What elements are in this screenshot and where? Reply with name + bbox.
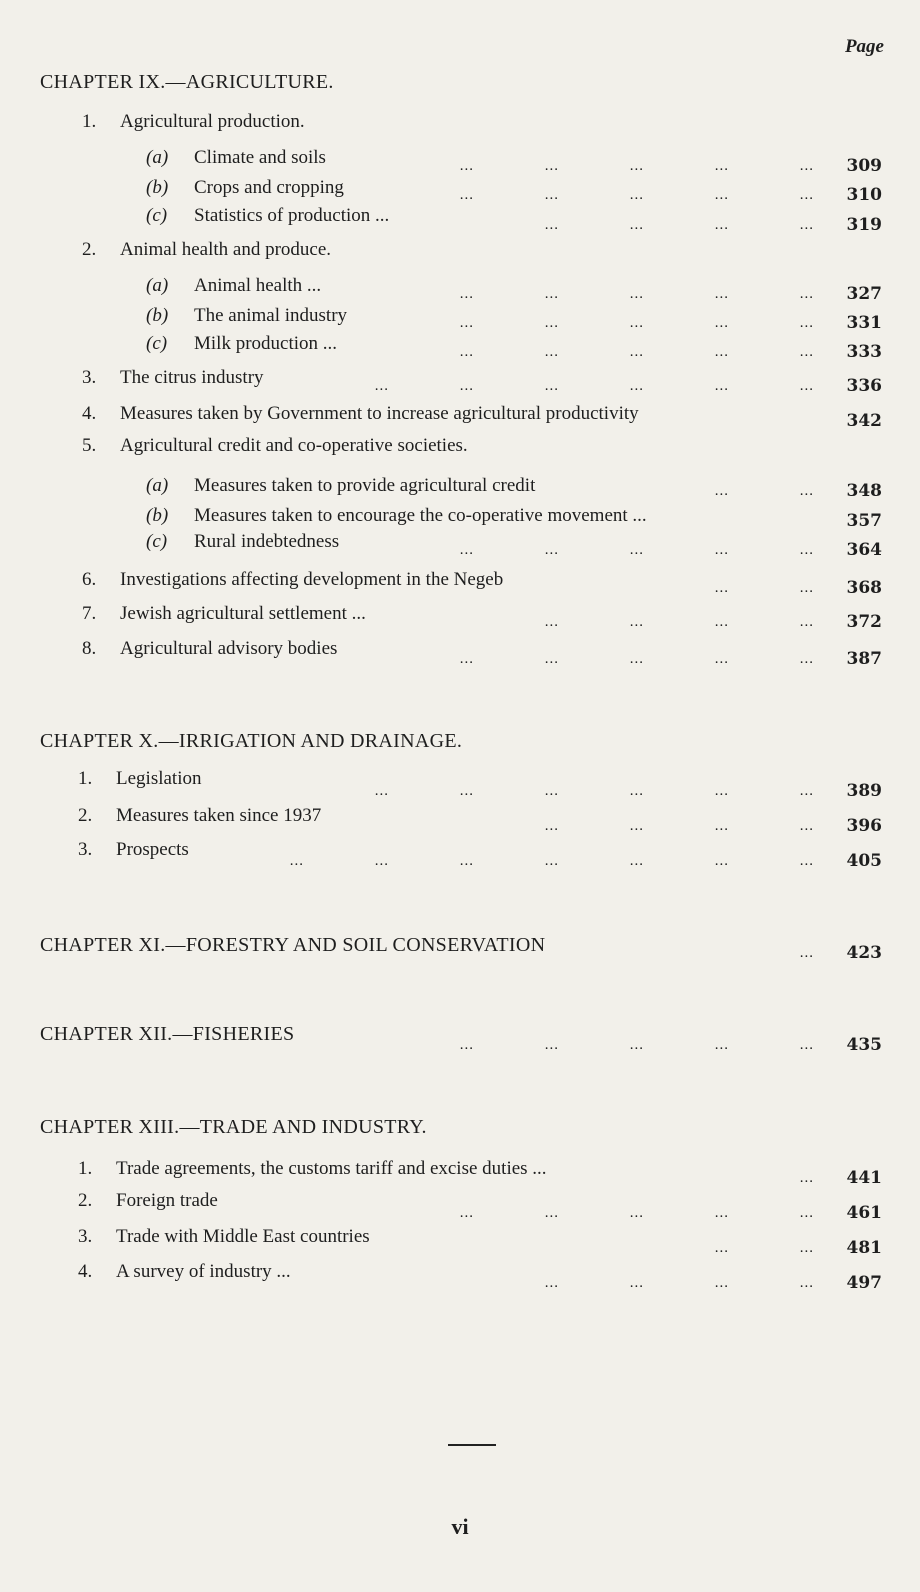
subentry-title: Crops and cropping	[194, 177, 344, 198]
leader-dots: ... ... ... ...	[544, 614, 814, 630]
chapter-heading	[0, 1115, 920, 1139]
entry-number: 6.	[82, 569, 97, 590]
toc-entry	[0, 110, 920, 134]
leader-dots: ... ... ... ... ... ...	[374, 378, 814, 394]
toc-entry	[0, 804, 920, 836]
toc-subentry	[0, 304, 920, 333]
entry-number: 2.	[78, 1190, 93, 1211]
toc-subentry	[0, 274, 920, 304]
page-ref: 497	[846, 1273, 882, 1293]
divider-rule	[448, 1444, 496, 1446]
page-ref: 336	[846, 376, 882, 396]
entry-title: A survey of industry ...	[116, 1261, 291, 1282]
entry-title: Foreign trade	[116, 1190, 218, 1211]
toc-entry	[0, 568, 920, 598]
entry-number: 3.	[78, 1226, 93, 1247]
page-ref: 441	[846, 1168, 882, 1188]
entry-number: 2.	[78, 805, 93, 826]
leader-dots: ... ... ... ... ...	[459, 158, 814, 174]
page-ref: 310	[846, 185, 882, 205]
toc-entry	[0, 402, 920, 431]
chapter-heading	[0, 70, 920, 94]
toc-entry	[0, 602, 920, 632]
entry-title: Investigations affecting development in the Negeb	[120, 569, 504, 590]
toc-subentry	[0, 176, 920, 205]
subentry-label: (c)	[146, 205, 168, 226]
leader-dots: ... ... ... ... ...	[459, 315, 814, 331]
chapter-heading	[0, 933, 920, 963]
entry-number: 3.	[78, 839, 93, 860]
entry-title: Legislation	[116, 768, 202, 789]
page-ref: 333	[846, 342, 882, 362]
subentry-label: (b)	[146, 305, 169, 326]
entry-title: Trade with Middle East countries	[116, 1226, 370, 1247]
page-ref: 435	[846, 1035, 882, 1055]
subentry-title: Animal health ...	[194, 275, 322, 296]
entry-number: 2.	[82, 239, 97, 260]
page-ref: 461	[846, 1203, 882, 1223]
leader-dots: ... ... ... ... ... ... ...	[289, 853, 814, 869]
entry-title: Animal health and produce.	[120, 239, 332, 260]
leader-dots: ... ...	[714, 1240, 814, 1256]
subentry-title: Measures taken to encourage the co-operative movement ...	[194, 505, 647, 526]
entry-title: The citrus industry	[120, 367, 264, 388]
entry-title: Measures taken since 1937	[116, 805, 322, 826]
page-ref: 364	[846, 540, 882, 560]
leader-dots: ... ... ... ... ...	[459, 344, 814, 360]
leader-dots: ... ... ... ... ...	[459, 651, 814, 667]
chapter-title: CHAPTER XIII.—TRADE AND INDUSTRY.	[40, 1116, 427, 1138]
page-ref: 396	[846, 816, 882, 836]
leader-dots: ... ... ... ...	[544, 217, 814, 233]
leader-dots: ... ... ... ... ...	[459, 286, 814, 302]
toc-subentry	[0, 504, 920, 531]
entry-number: 1.	[78, 1158, 93, 1179]
toc-entry	[0, 1157, 920, 1188]
page-ref: 405	[846, 851, 882, 871]
page-ref: 348	[846, 481, 882, 501]
toc-entry	[0, 366, 920, 396]
leader-dots: ... ... ... ... ...	[459, 187, 814, 203]
toc-entry	[0, 1189, 920, 1223]
subentry-title: Measures taken to provide agricultural credit	[194, 475, 536, 496]
toc-entry	[0, 434, 920, 458]
page-ref: 319	[846, 215, 882, 235]
page-ref: 309	[846, 156, 882, 176]
entry-title: Agricultural production.	[120, 111, 305, 132]
entry-number: 1.	[78, 768, 93, 789]
leader-dots: ... ... ... ... ...	[459, 542, 814, 558]
entry-number: 5.	[82, 435, 97, 456]
entry-title: Measures taken by Government to increase agricultural productivity	[120, 403, 639, 424]
page-ref: 389	[846, 781, 882, 801]
chapter-title: CHAPTER XI.—FORESTRY AND SOIL CONSERVATION	[40, 934, 546, 956]
chapter-title: CHAPTER X.—IRRIGATION AND DRAINAGE.	[40, 730, 463, 752]
entry-number: 4.	[82, 403, 97, 424]
entry-number: 3.	[82, 367, 97, 388]
chapter-heading	[0, 1022, 920, 1055]
subentry-label: (a)	[146, 275, 169, 296]
entry-number: 8.	[82, 638, 97, 659]
subentry-label: (b)	[146, 177, 169, 198]
entry-number: 4.	[78, 1261, 93, 1282]
leader-dots: ... ... ... ...	[544, 818, 814, 834]
toc-subentry	[0, 530, 920, 560]
subentry-title: Rural indebtedness	[194, 531, 340, 552]
entry-title: Prospects	[116, 839, 189, 860]
page-ref: 331	[846, 313, 882, 333]
chapter-heading	[0, 729, 920, 753]
page-ref: 481	[846, 1238, 882, 1258]
subentry-title: The animal industry	[194, 305, 348, 326]
leader-dots: ... ... ... ... ... ...	[374, 783, 814, 799]
toc-entry	[0, 637, 920, 669]
page-ref: 387	[846, 649, 882, 669]
entry-title: Agricultural credit and co-operative societies.	[120, 435, 468, 456]
entry-number: 1.	[82, 111, 97, 132]
subentry-title: Statistics of production ...	[194, 205, 390, 226]
toc-subentry	[0, 204, 920, 235]
leader-dots: ... ... ... ... ...	[459, 1037, 814, 1053]
subentry-title: Milk production ...	[194, 333, 338, 354]
entry-number: 7.	[82, 603, 97, 624]
leader-dots: ... ... ... ...	[544, 1275, 814, 1291]
page-number: vi	[451, 1514, 469, 1539]
entry-title: Jewish agricultural settlement ...	[120, 603, 366, 624]
leader-dots: ...	[799, 945, 814, 961]
chapter-title: CHAPTER XII.—FISHERIES	[40, 1023, 295, 1045]
leader-dots: ...	[799, 1170, 814, 1186]
toc-entry	[0, 1225, 920, 1258]
entry-title: Trade agreements, the customs tariff and excise duties ...	[116, 1158, 547, 1179]
toc-entry	[0, 238, 920, 262]
leader-dots: ... ...	[714, 483, 814, 499]
subentry-label: (c)	[146, 333, 168, 354]
subentry-label: (b)	[146, 505, 169, 526]
subentry-label: (c)	[146, 531, 168, 552]
toc-entry	[0, 1260, 920, 1293]
toc-subentry	[0, 474, 920, 501]
page-ref: 372	[846, 612, 882, 632]
toc-entry	[0, 838, 920, 871]
page-ref: 357	[846, 511, 882, 531]
page-column-header: Page	[844, 36, 884, 57]
leader-dots: ... ... ... ... ...	[459, 1205, 814, 1221]
entry-title: Agricultural advisory bodies	[120, 638, 338, 659]
subentry-title: Climate and soils	[194, 147, 326, 168]
toc-subentry	[0, 332, 920, 362]
leader-dots: ... ...	[714, 580, 814, 596]
toc-subentry	[0, 146, 920, 176]
page-ref: 342	[846, 411, 882, 431]
page-ref: 423	[846, 943, 882, 963]
toc-entry	[0, 767, 920, 801]
page-ref: 327	[846, 284, 882, 304]
subentry-label: (a)	[146, 475, 169, 496]
page-ref: 368	[846, 578, 882, 598]
chapter-title: CHAPTER IX.—AGRICULTURE.	[40, 71, 334, 93]
subentry-label: (a)	[146, 147, 169, 168]
